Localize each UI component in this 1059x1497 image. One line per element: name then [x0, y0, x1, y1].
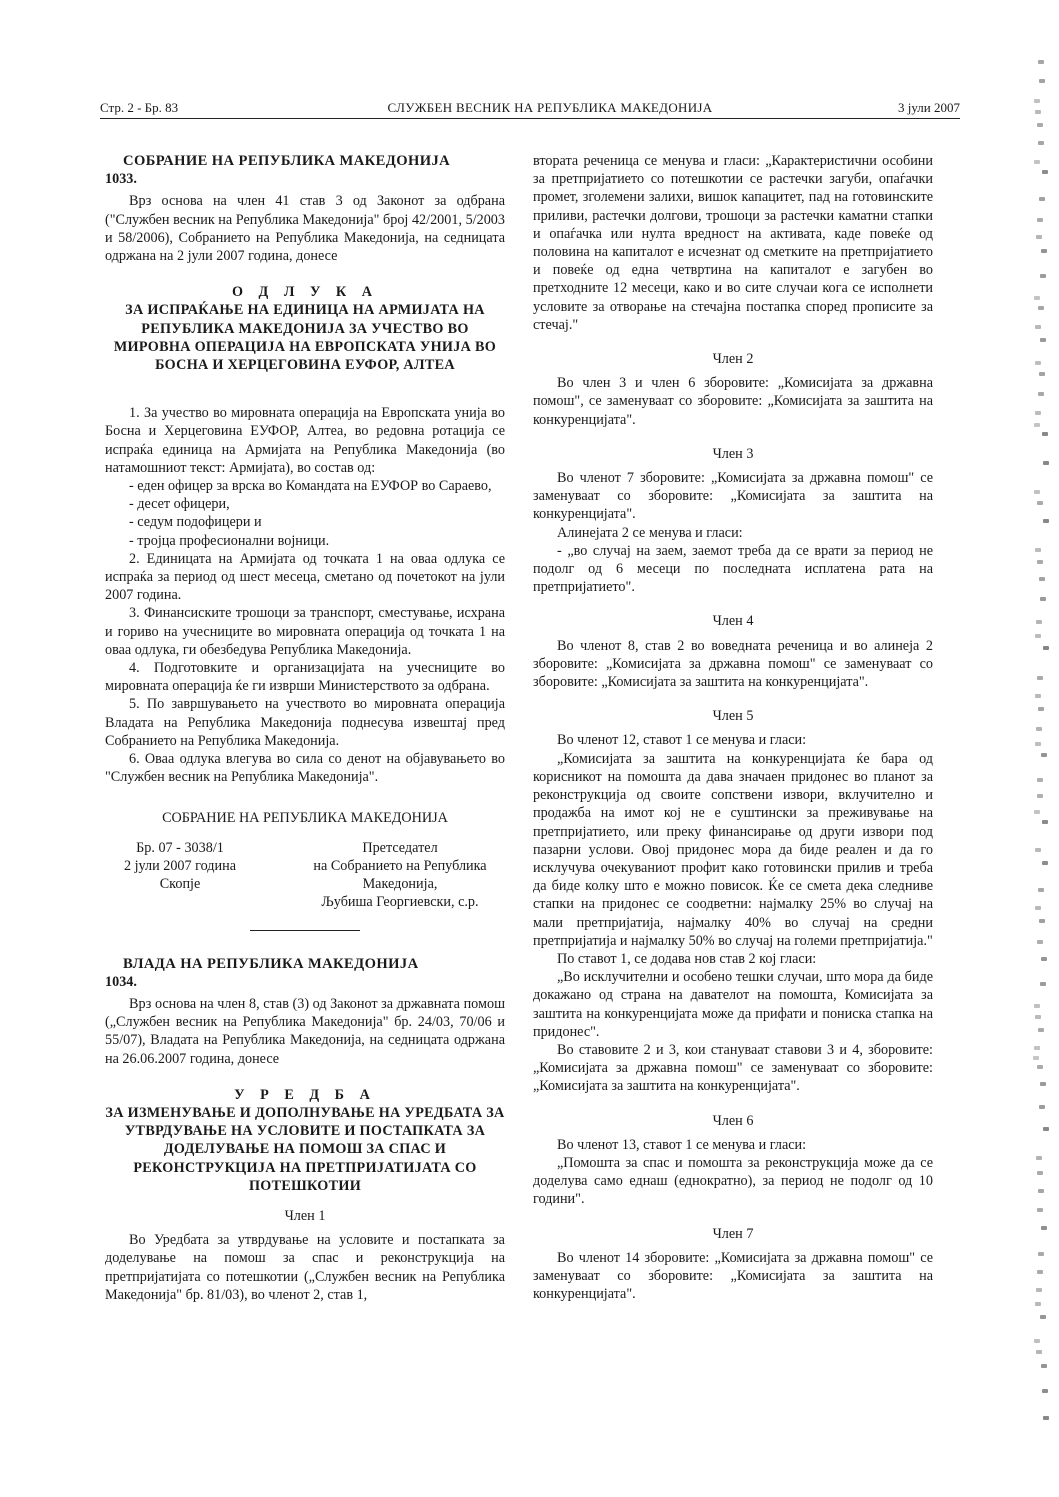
scan-speck	[1034, 810, 1040, 814]
scan-speck	[1040, 338, 1046, 342]
scan-speck	[1038, 1028, 1044, 1032]
scan-speck	[1035, 694, 1041, 698]
section-org-parliament: СОБРАНИЕ НА РЕПУБЛИКА МАКЕДОНИЈА	[123, 153, 451, 169]
scan-speck	[1039, 79, 1045, 83]
scan-speck	[1037, 1208, 1043, 1212]
article-heading: Член 1	[284, 1207, 326, 1224]
scan-speck	[1039, 197, 1045, 201]
scan-speck	[1035, 1015, 1041, 1019]
right-column	[533, 152, 933, 1303]
scan-speck	[1035, 634, 1041, 638]
scan-speck	[1037, 560, 1043, 564]
article-text: Во членот 14 зборовите: „Комисијата за државна помош" се заменуваат со зборовите: „Комисијата за заштита на конкуренцијата".	[533, 1249, 933, 1303]
article-heading: Член 5	[712, 708, 754, 725]
decision-title: О Д Л У К А	[231, 284, 379, 301]
signature-block	[105, 839, 505, 912]
regulation-title: У Р Е Д Б А	[234, 1086, 376, 1103]
scan-speck	[1042, 861, 1048, 865]
list-item: - десет офицери,	[129, 496, 230, 513]
scan-speck	[1040, 982, 1046, 986]
signatory-role-line3: Македонија,	[362, 876, 438, 893]
scan-speck	[1039, 1105, 1045, 1109]
scan-speck	[1034, 490, 1040, 494]
scan-speck	[1041, 1364, 1047, 1368]
scan-speck	[1041, 1226, 1047, 1230]
article-heading: Член 6	[712, 1112, 754, 1129]
scan-speck	[1037, 676, 1043, 680]
scan-speck	[1039, 577, 1045, 581]
paragraph: 4. Подготовките и организацијата на учесниците во мировната операција ќе ги изврши Министерството за одбрана.	[105, 660, 505, 695]
document-city: Скопје	[159, 876, 201, 893]
scan-speck	[1039, 372, 1045, 376]
scan-speck	[1042, 820, 1048, 824]
list-item: - тројца професионални војници.	[129, 532, 330, 549]
scan-speck	[1038, 60, 1044, 64]
paragraph: 5. По завршувањето на учеството во мировната операција Владата на Република Македонија поднесува извештај пред Собранието на Република Македонија.	[105, 696, 505, 749]
scan-speck	[1042, 170, 1048, 174]
scan-speck	[1038, 141, 1044, 145]
scan-speck	[1043, 646, 1049, 650]
scan-speck	[1040, 1082, 1046, 1086]
signatory-role-line2: на Собранието на Република	[313, 857, 487, 874]
scan-speck	[1035, 548, 1041, 552]
document-number: Бр. 07 - 3038/1	[136, 839, 224, 856]
list-item: - седум подофицери и	[129, 514, 262, 531]
scan-speck	[1035, 325, 1041, 329]
scan-speck	[1036, 727, 1042, 731]
scan-speck	[1035, 1302, 1041, 1306]
scan-speck	[1043, 461, 1049, 465]
scan-speck	[1035, 906, 1041, 910]
article-text: - „во случај на заем, заемот треба да се врати за период не подолг од 6 месеци по последната исплатена рата на претпријатието".	[533, 542, 933, 596]
article-heading: Член 2	[712, 351, 754, 368]
list-item: - еден офицер за врска во Командата на ЕУФОР во Сараево,	[129, 478, 492, 495]
article-heading: Член 3	[712, 445, 754, 462]
scan-speck	[1034, 1004, 1040, 1008]
scan-speck	[1035, 361, 1041, 365]
section-number: 1034.	[105, 973, 137, 990]
paragraph: 1. За учество во мировната операција на Европската унија во Босна и Херцеговина ЕУФОР, Алтеа, во редовна ротација се испраќа единица на Армијата на Република Македонија (во натамошниот текст: Армијата), во состав од:	[105, 405, 505, 476]
signatory-role: Претседател	[362, 839, 438, 856]
scan-speck	[1036, 1350, 1042, 1354]
scan-speck	[1034, 296, 1040, 300]
scan-speck	[1042, 432, 1048, 436]
article-text: Алинејата 2 се менува и гласи:	[557, 524, 743, 541]
signature-org: СОБРАНИЕ НА РЕПУБЛИКА МАКЕДОНИЈА	[162, 809, 448, 826]
scan-speck	[1041, 957, 1047, 961]
decision-subtitle: ЗА ИСПРАЌАЊЕ НА ЕДИНИЦА НА АРМИЈАТА НА РЕПУБЛИКА МАКЕДОНИЈА ЗА УЧЕСТВО ВО МИРОВНА ОПЕРАЦИЈА НА ЕВРОПСКАТА УНИЈА ВО БОСНА И ХЕРЦЕГОВИНА ЕУФОР, АЛТЕА	[113, 302, 497, 374]
scan-speck	[1035, 848, 1041, 852]
scan-speck	[1040, 597, 1046, 601]
section-divider	[250, 930, 360, 931]
article-text: Во Уредбата за утврдување на условите и постапката за доделување на помош за спас и реконструкција на претпријатијата со потешкотии („Службен весник на Република Македонија" бр. 81/03), во членот 2, став 1,	[105, 1232, 505, 1303]
scan-edge-noise	[1033, 60, 1051, 1440]
article-text: „Комисијата за заштита на конкуренцијата ќе бара од корисникот на помошта да дава значаен придонес во планот за реконструкција од своите сопствени извори, вклучително и продажба на имот кој не е суштински за преживување на претпријатието, или преку финансирање од други извори под пазарни услови. Овој придонес мора да биде реален и да го исклучува очекуваниот профит како готовински прилив и треба да биде колку што е можно повисок. Ќе се смета дека следниве стапки на придонес се соодветни: најмалку 25% во случај на мали претпријатија, најмалку 40% во случај на средни претпријатија и најмалку 50% во случај на големи претпријатија."	[533, 750, 933, 949]
section-number: 1033.	[105, 171, 137, 188]
scan-speck	[1034, 423, 1040, 427]
scan-speck	[1037, 794, 1043, 798]
scan-speck	[1035, 742, 1041, 746]
scan-speck	[1036, 235, 1042, 239]
scan-speck	[1041, 249, 1047, 253]
paragraph: 2. Единицата на Армијата од точката 1 на оваа одлука се испраќа за период од шест месеца, сметано од почетокот на јули 2007 година.	[105, 550, 505, 604]
article-heading: Член 7	[712, 1225, 754, 1242]
scan-speck	[1036, 620, 1042, 624]
scan-speck	[1043, 1416, 1049, 1420]
article-text: Во членот 13, ставот 1 се менува и гласи:	[557, 1136, 807, 1153]
regulation-subtitle: ЗА ИЗМЕНУВАЊЕ И ДОПОЛНУВАЊЕ НА УРЕДБАТА ЗА УТВРДУВАЊЕ НА УСЛОВИТЕ И ПОСТАПКАТА ЗА ДОДЕЛУВАЊЕ НА ПОМОШ ЗА СПАС И РЕКОНСТРУКЦИЈА НА ПРЕТПРИЈАТИЈАТА СО ПОТЕШКОТИИ	[105, 1104, 505, 1194]
article-text: Во ставовите 2 и 3, кои стануваат ставови 3 и 4, зборовите: „Комисијата за државна помош" се заменуваат со зборовите: „Комисијата за заштита на конкуренцијата".	[533, 1041, 933, 1095]
left-column	[105, 152, 505, 1304]
scan-speck	[1034, 1339, 1040, 1343]
scan-speck	[1038, 888, 1044, 892]
scan-speck	[1037, 940, 1043, 944]
scan-speck	[1035, 411, 1041, 415]
scan-speck	[1040, 1315, 1046, 1319]
article-text: втората реченица се менува и гласи: „Карактеристични особини за претпријатието со потешкотии се растечки загуби, опаѓачки промет, зголемени залихи, вишок капацитет, пад на готовинските приливи, растечки долгови, трошоци за растечки каматни стапки и опаѓачка или нулта вредност на активата, каде повеќе од половина на капиталот е исчезнат од сметките на претпријатието и повеќе од една четвртина на капиталот е загубен во претходните 12 месеци, како и во сите случаи кога се исполнети условите за отворање на стечајна постапка според прописите за стечај."	[533, 153, 933, 333]
scan-speck	[1033, 1056, 1039, 1060]
signatory-name: Љубиша Георгиевски, с.р.	[321, 894, 479, 911]
scan-speck	[1036, 1288, 1042, 1292]
scan-speck	[1037, 218, 1043, 222]
paragraph: 6. Оваа одлука влегува во сила со денот на објавувањето во "Службен весник на Република Македонија".	[105, 751, 505, 786]
article-heading: Член 4	[712, 613, 754, 630]
page-number: Стр. 2 - Бр. 83	[100, 100, 179, 115]
scan-speck	[1043, 1127, 1049, 1131]
article-text: „Помошта за спас и помошта за реконструкција може да се доделува само еднаш (еднократно), за период не подолг од 10 години".	[533, 1154, 933, 1208]
scan-speck	[1037, 1171, 1043, 1175]
scan-speck	[1038, 1252, 1044, 1256]
scan-speck	[1037, 1270, 1043, 1274]
gazette-title: СЛУЖБЕН ВЕСНИК НА РЕПУБЛИКА МАКЕДОНИЈА	[387, 100, 713, 115]
scan-speck	[1037, 1065, 1043, 1069]
article-text: По ставот 1, се додава нов став 2 кој гласи:	[557, 950, 817, 967]
preamble: Врз основа на член 41 став 3 од Законот за одбрана ("Службен весник на Република Македонија" број 42/2001, 5/2003 и 58/2006), Собранието на Република Македонија, на седницата одржана на 2 јули 2007 година, донесе	[105, 193, 505, 265]
scan-speck	[1035, 110, 1041, 114]
article-text: Во членот 7 зборовите: „Комисијата за државна помош" се заменуваат со зборовите: „Комисијата за заштита на конкуренцијата".	[533, 470, 933, 523]
scan-speck	[1043, 519, 1049, 523]
section-org-government: ВЛАДА НА РЕПУБЛИКА МАКЕДОНИЈА	[123, 955, 419, 972]
scan-speck	[1037, 778, 1043, 782]
preamble: Врз основа на член 8, став (3) од Законот за државната помош („Службен весник на Република Македонија" бр. 24/03, 70/06 и 55/07), Владата на Република Македонија, на седницата одржана на 26.06.2007 година, донесе	[105, 995, 505, 1067]
scan-speck	[1037, 123, 1043, 127]
scan-speck	[1038, 306, 1044, 310]
document-date: 2 јули 2007 година	[123, 857, 237, 874]
page-header	[100, 100, 960, 122]
header-rule	[100, 118, 960, 119]
scan-speck	[1038, 707, 1044, 711]
article-text: Во член 3 и член 6 зборовите: „Комисијата за државна помош", се заменуваат со зборовите: „Комисијата за заштита на конкуренцијата".	[533, 375, 933, 428]
article-text: „Во исклучителни и особено тешки случаи, што мора да биде докажано од страна на давателот на помошта, Комисијата за заштита на конкуренцијата може да прифати и пониска стапка на придонес".	[533, 969, 933, 1040]
scan-speck	[1036, 1156, 1042, 1160]
scan-speck	[1040, 274, 1046, 278]
article-text: Во членот 12, ставот 1 се менува и гласи:	[557, 732, 807, 749]
scan-speck	[1037, 501, 1043, 505]
scan-speck	[1042, 1389, 1048, 1393]
scan-speck	[1034, 160, 1040, 164]
scan-speck	[1039, 919, 1045, 923]
scan-speck	[1041, 753, 1047, 757]
scan-speck	[1034, 99, 1040, 103]
scan-speck	[1034, 1046, 1040, 1050]
scan-speck	[1038, 1189, 1044, 1193]
paragraph: 3. Финансиските трошоци за транспорт, сместување, исхрана и гориво на учесниците во мировната операција од точката 1 на оваа одлука, ги обезбедува Република Македонија.	[105, 605, 505, 658]
article-text: Во членот 8, став 2 во воведната реченица и во алинеја 2 зборовите: „Комисијата за државна помош" се заменуваат со зборовите: „Комисијата за заштита на конкуренцијата".	[533, 637, 933, 691]
scan-speck	[1038, 392, 1044, 396]
issue-date: 3 јули 2007	[898, 100, 960, 115]
